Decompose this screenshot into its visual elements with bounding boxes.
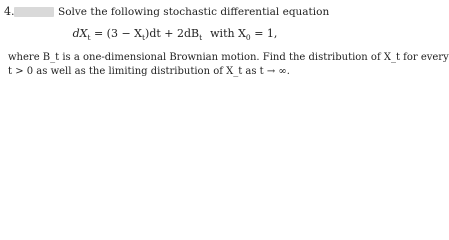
cond-sub: 0 xyxy=(245,33,251,43)
problem-4 xyxy=(0,0,449,82)
problem-number: 4. xyxy=(4,5,15,18)
problem-text-line-2: t > 0 as well as the limiting distribution of X_t as t → ∞. xyxy=(8,66,290,77)
eq-lhs: dX xyxy=(72,27,88,40)
sde-equation xyxy=(0,27,350,44)
initial-condition xyxy=(210,27,278,43)
cond-b: = 1, xyxy=(250,27,278,40)
redacted-block xyxy=(14,7,54,17)
problem-text-line-1: where B_t is a one-dimensional Brownian motion. Find the distribution of X_t for every xyxy=(8,52,449,63)
eq-middle-sub: t xyxy=(142,33,146,43)
eq-rest: )dt + 2dB xyxy=(145,27,200,40)
eq-middle: = (3 − X xyxy=(90,27,143,40)
cond-a: with X xyxy=(210,27,246,40)
problem-instruction: Solve the following stochastic differential equation xyxy=(58,6,330,18)
eq-lhs-sub: t xyxy=(87,33,91,43)
eq-rest-sub: t xyxy=(199,33,203,43)
